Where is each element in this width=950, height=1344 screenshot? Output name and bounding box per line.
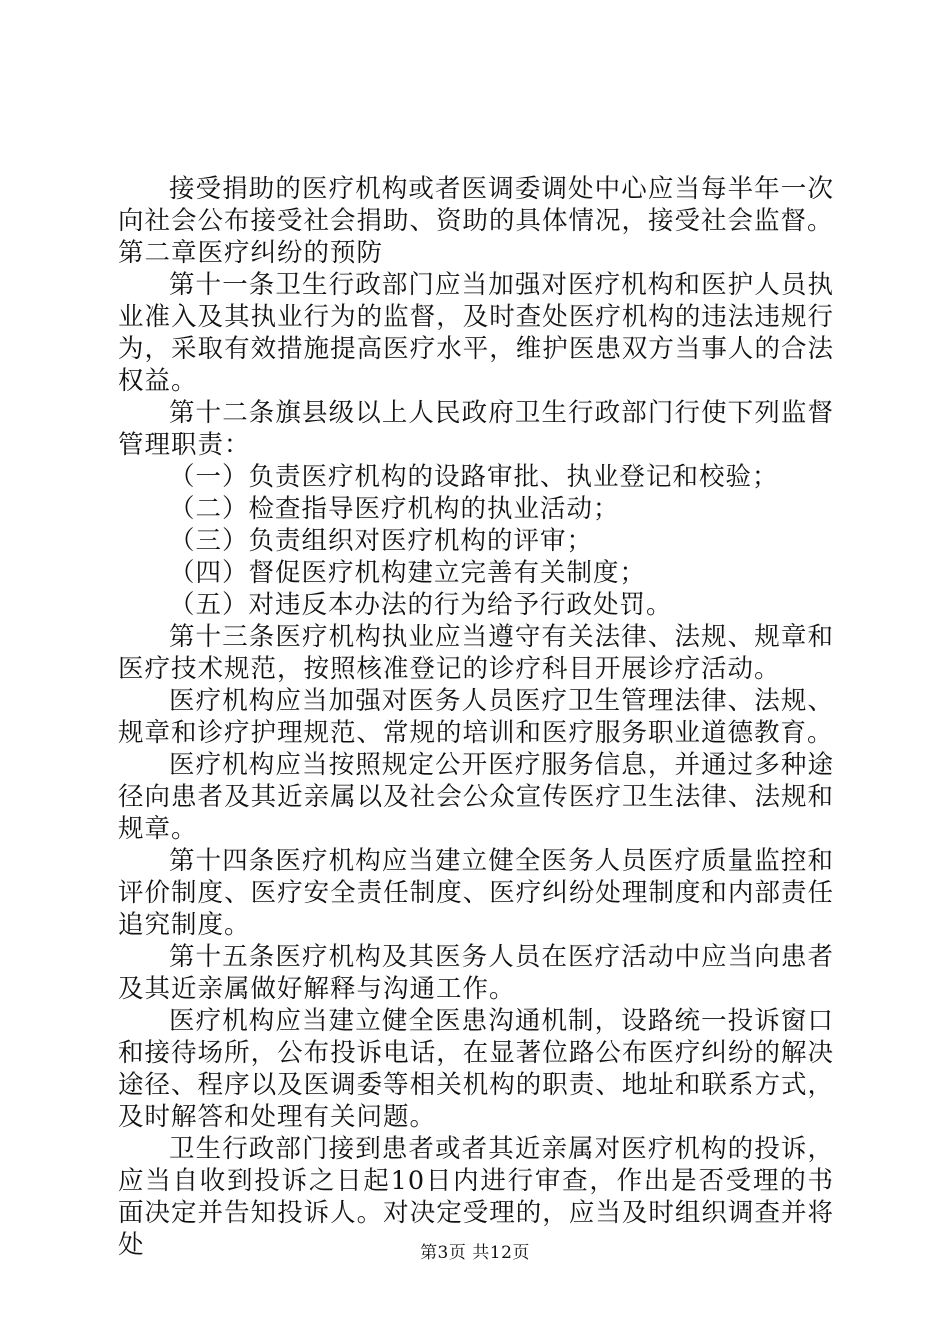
paragraph: 第十三条医疗机构执业应当遵守有关法律、法规、规章和医疗技术规范，按照核准登记的诊疗科目开展诊疗活动。 (118, 622, 834, 684)
list-item: （一）负责医疗机构的设路审批、执业登记和校验； (169, 462, 779, 492)
paragraph: 医疗机构应当加强对医务人员医疗卫生管理法律、法规、规章和诊疗护理规范、常规的培训和医疗服务职业道德教育。 (118, 686, 834, 748)
list-item: （五）对违反本办法的行为给予行政处罚。 (169, 590, 673, 620)
list-item: （三）负责组织对医疗机构的评审； (169, 526, 594, 556)
paragraph: 第十四条医疗机构应当建立健全医务人员医疗质量监控和评价制度、医疗安全责任制度、医疗纠纷处理制度和内部责任追究制度。 (118, 846, 834, 940)
list-item: （四）督促医疗机构建立完善有关制度； (169, 558, 647, 588)
paragraph: 医疗机构应当按照规定公开医疗服务信息，并通过多种途径向患者及其近亲属以及社会公众宣传医疗卫生法律、法规和规章。 (118, 750, 834, 844)
paragraph: 第十二条旗县级以上人民政府卫生行政部门行使下列监督管理职责： (118, 398, 834, 460)
paragraph: 第十一条卫生行政部门应当加强对医疗机构和医护人员执业准入及其执业行为的监督，及时查处医疗机构的违法违规行为，采取有效措施提高医疗水平，维护医患双方当事人的合法权益。 (118, 270, 834, 396)
paragraph: 接受捐助的医疗机构或者医调委调处中心应当每半年一次向社会公布接受社会捐助、资助的具体情况，接受社会监督。 (118, 174, 834, 236)
document-body (118, 173, 834, 1261)
paragraph: 医疗机构应当建立健全医患沟通机制，设路统一投诉窗口和接待场所，公布投诉电话，在显著位路公布医疗纠纷的解决途径、程序以及医调委等相关机构的职责、地址和联系方式，及时解答和处理有关问题。 (118, 1006, 834, 1132)
paragraph: 第十五条医疗机构及其医务人员在医疗活动中应当向患者及其近亲属做好解释与沟通工作。 (118, 942, 834, 1004)
list-item: （二）检查指导医疗机构的执业活动； (169, 494, 620, 524)
paragraph: 卫生行政部门接到患者或者其近亲属对医疗机构的投诉，应当自收到投诉之日起10日内进行审查，作出是否受理的书面决定并告知投诉人。对决定受理的，应当及时组织调查并将处 (118, 1134, 834, 1260)
chapter-heading: 第二章医疗纠纷的预防 (118, 238, 384, 268)
page-footer: 第3页 共12页 (420, 1243, 530, 1263)
